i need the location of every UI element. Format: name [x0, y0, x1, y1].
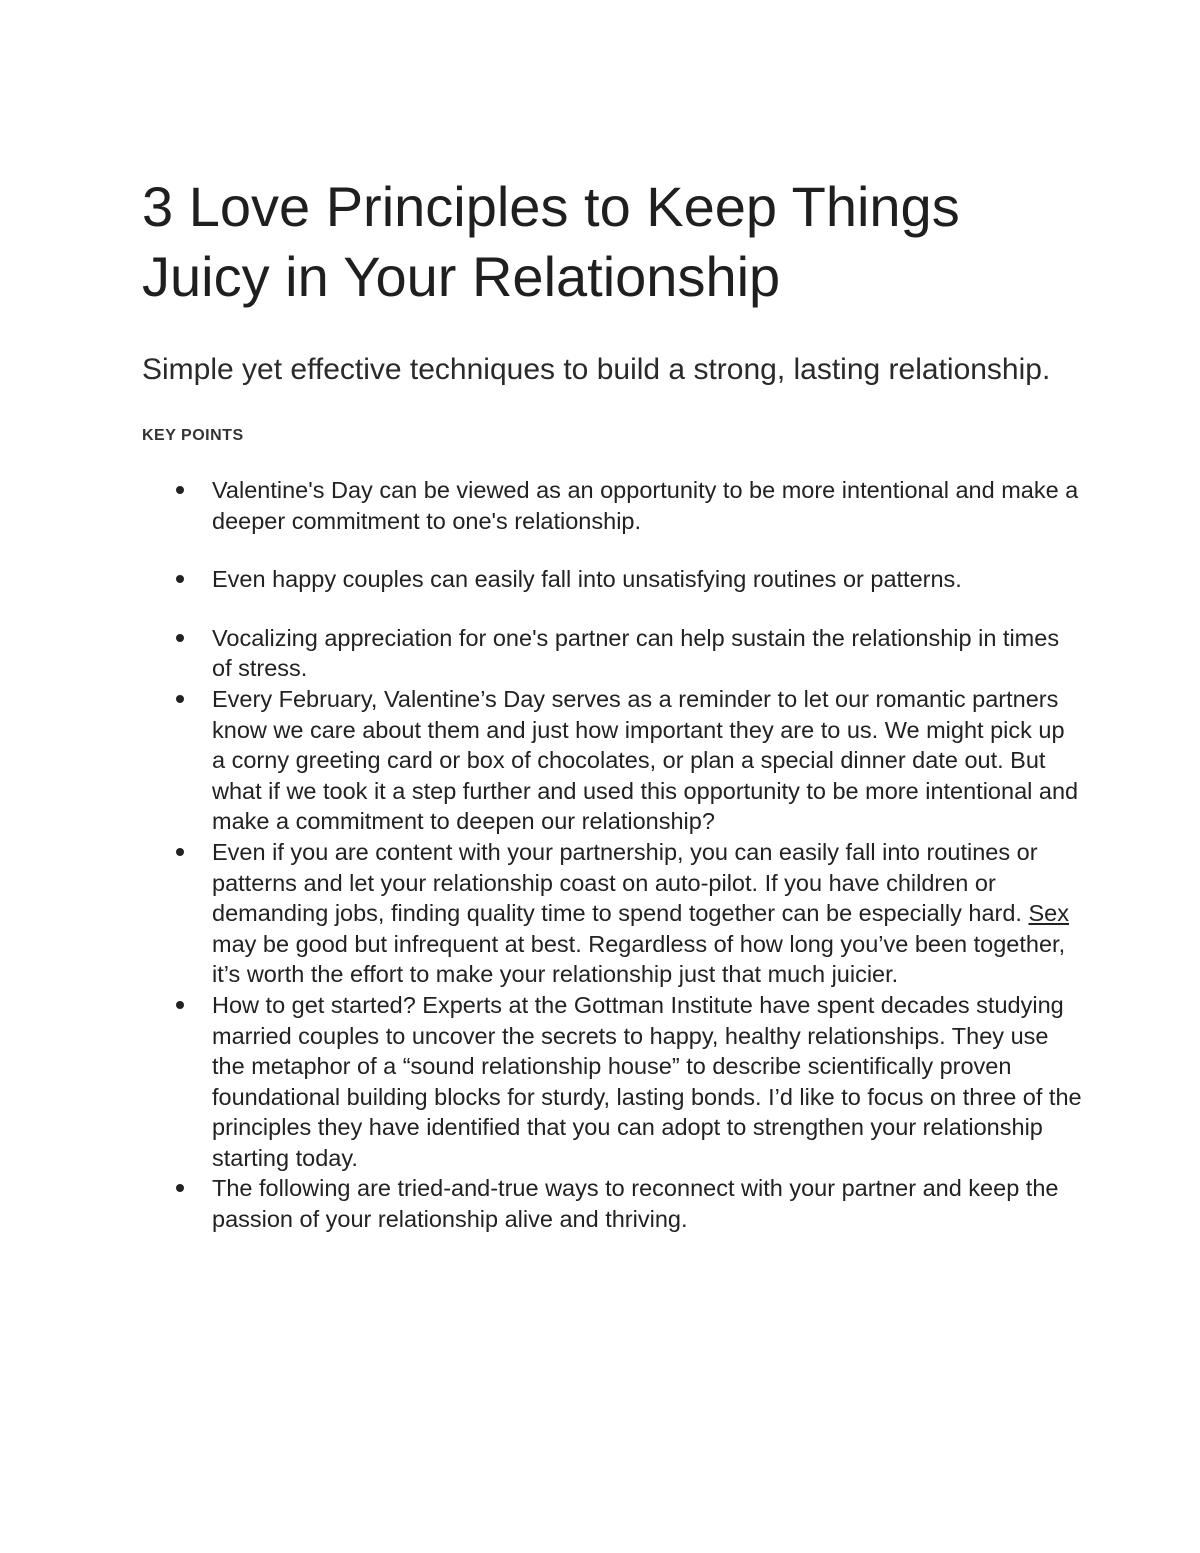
body-paragraph-text: How to get started? Experts at the Gottman Institute have spent decades studying married couples to uncover the secrets to happy, healthy relationships. They use the metaphor of a “sound relationship house” to describe scientifically proven foundational building blocks for sturdy, lasting bonds. I’d like to focus on three of the principles they have identified that you can adopt to strengthen your relationship starting today.: [212, 991, 1082, 1171]
body-paragraph-item: [142, 1173, 1082, 1234]
bullet-dot-icon: [176, 486, 184, 494]
article-title: [142, 172, 1082, 312]
body-paragraph-text-after-link: may be good but infrequent at best. Regardless of how long you’ve been together, it’s worth the effort to make your relationship just that much juicier.: [212, 930, 1066, 988]
key-point-item: [142, 623, 1082, 684]
key-point-item: [142, 564, 1082, 595]
sex-link[interactable]: Sex: [1028, 900, 1069, 927]
key-point-text: Valentine's Day can be viewed as an opportunity to be more intentional and make a deeper commitment to one's relationship.: [212, 477, 1079, 534]
bullet-dot-icon: [176, 575, 184, 583]
body-paragraph-item: [142, 684, 1082, 837]
body-paragraph-text: Every February, Valentine’s Day serves as a reminder to let our romantic partners know we care about them and just how important they are to us. We might pick up a corny greeting card or box of chocolates, or plan a special dinner date out. But what if we took it a step further and used this opportunity to be more intentional and make a commitment to deepen our relationship?: [212, 685, 1079, 835]
document-page: [142, 172, 1082, 1235]
bullet-dot-icon: [176, 695, 184, 703]
key-points-list: [142, 475, 1082, 1235]
body-paragraph-text: The following are tried-and-true ways to reconnect with your partner and keep the passion of your relationship alive and thriving.: [212, 1175, 1059, 1233]
body-paragraph-item: [142, 990, 1082, 1174]
bullet-dot-icon: [176, 848, 184, 856]
key-points-heading: KEY POINTS: [142, 427, 244, 444]
body-paragraph-item: [142, 837, 1082, 990]
body-paragraph-text-before-link: Even if you are content with your partnership, you can easily fall into routines or patterns and let your relationship coast on auto-pilot. If you have children or demanding jobs, finding quality time to spend together can be especially hard.: [212, 838, 1038, 927]
bullet-dot-icon: [176, 1184, 184, 1192]
bullet-dot-icon: [176, 634, 184, 642]
key-point-item: [142, 475, 1082, 536]
article-subtitle: Simple yet effective techniques to build a strong, lasting relationship.: [142, 353, 1051, 386]
article-title-line-2: Juicy in Your Relationship: [142, 245, 781, 308]
key-point-text: Even happy couples can easily fall into unsatisfying routines or patterns.: [212, 566, 962, 593]
key-point-text: Vocalizing appreciation for one's partner can help sustain the relationship in times of stress.: [212, 624, 1060, 682]
bullet-dot-icon: [176, 1001, 184, 1009]
article-title-line-1: 3 Love Principles to Keep Things: [142, 175, 960, 238]
